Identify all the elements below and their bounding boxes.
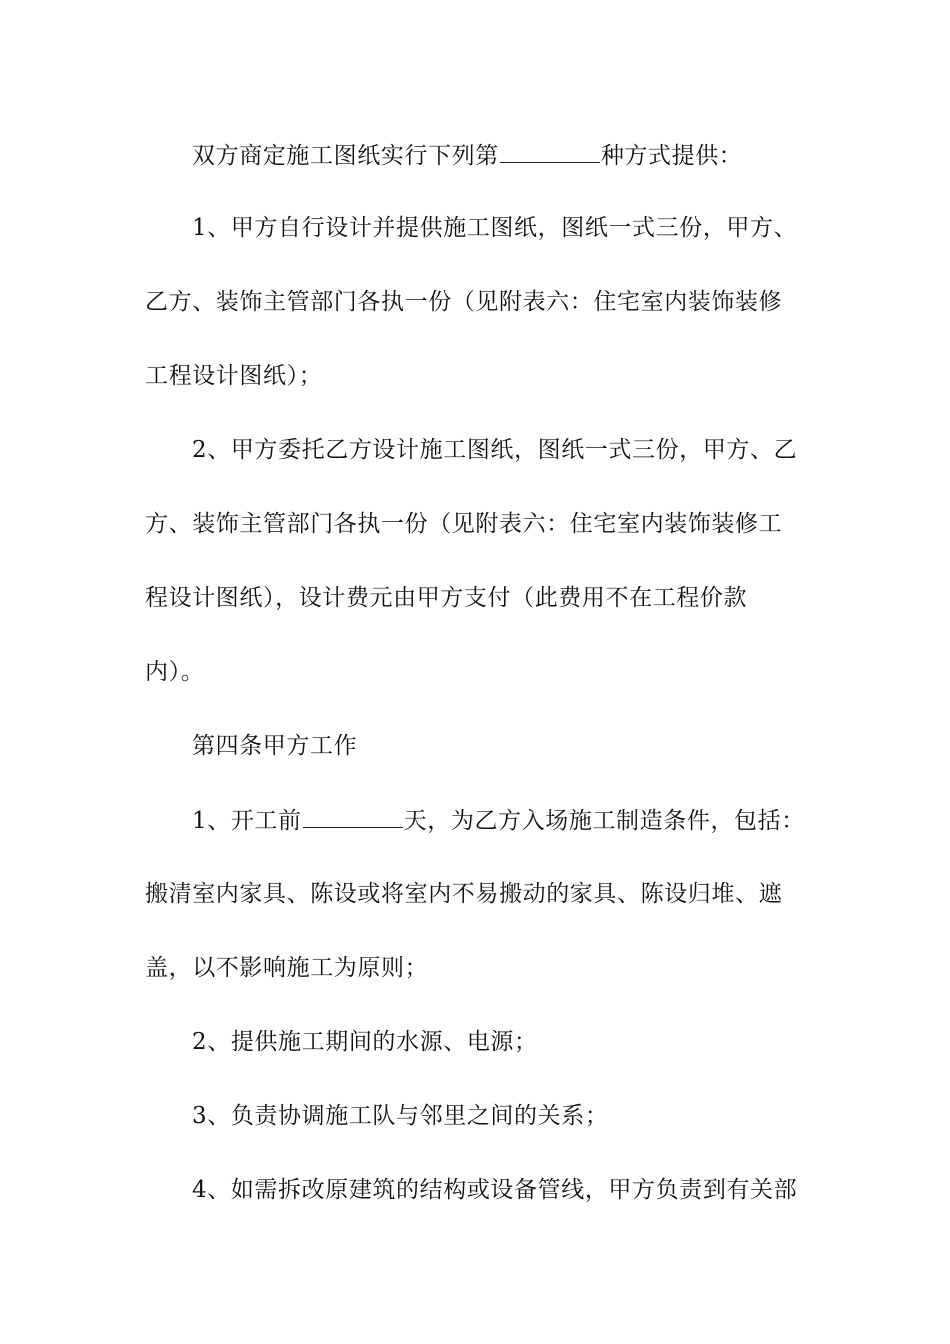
paragraph-work-item-4-line <box>192 1173 872 1207</box>
text-line: 2、提供施工期间的水源、电源； <box>192 1029 538 1055</box>
text-line: 2、甲方委托乙方设计施工图纸，图纸一式三份，甲方、乙 <box>192 437 798 463</box>
text-line: 方、装饰主管部门各执一份（见附表六：住宅室内装饰装修工 <box>145 511 783 537</box>
paragraph-item-2-line <box>145 655 825 689</box>
text-line: 搬清室内家具、陈设或将室内不易搬动的家具、陈设归堆、遮 <box>145 881 783 907</box>
text-line: 内）。 <box>145 659 205 685</box>
paragraph-work-item-1-line <box>192 803 872 837</box>
text-segment: 天，为乙方入场施工制造条件，包括： <box>403 808 805 834</box>
paragraph-work-item-3-line <box>192 1099 872 1133</box>
paragraph-item-1-line <box>145 285 825 319</box>
fill-in-blank-days[interactable] <box>303 803 403 828</box>
paragraph-work-item-1-line <box>145 951 825 985</box>
section-title: 第四条甲方工作 <box>192 733 358 759</box>
text-line: 1、甲方自行设计并提供施工图纸，图纸一式三份，甲方、 <box>192 215 798 241</box>
section-heading-article-4 <box>192 729 872 763</box>
paragraph-item-1-line <box>145 359 825 393</box>
paragraph-item-2-line <box>192 433 872 467</box>
text-segment: 种方式提供： <box>600 143 743 169</box>
paragraph-item-2-line <box>145 507 825 541</box>
text-line: 程设计图纸），设计费元由甲方支付（此费用不在工程价款 <box>145 585 748 611</box>
text-line: 4、如需拆改原建筑的结构或设备管线，甲方负责到有关部 <box>192 1177 798 1203</box>
text-line: 3、负责协调施工队与邻里之间的关系； <box>192 1103 609 1129</box>
paragraph-work-item-1-line <box>145 877 825 911</box>
paragraph-drawing-method <box>192 138 872 172</box>
paragraph-item-2-line <box>145 581 825 615</box>
fill-in-blank-method[interactable] <box>500 138 600 163</box>
paragraph-item-1-line <box>192 211 872 245</box>
text-segment: 1、开工前 <box>192 808 302 834</box>
text-segment: 双方商定施工图纸实行下列第 <box>192 143 499 169</box>
paragraph-work-item-2-line <box>192 1025 872 1059</box>
text-line: 盖，以不影响施工为原则； <box>145 955 429 981</box>
text-line: 乙方、装饰主管部门各执一份（见附表六：住宅室内装饰装修 <box>145 289 783 315</box>
text-line: 工程设计图纸）； <box>145 363 323 389</box>
